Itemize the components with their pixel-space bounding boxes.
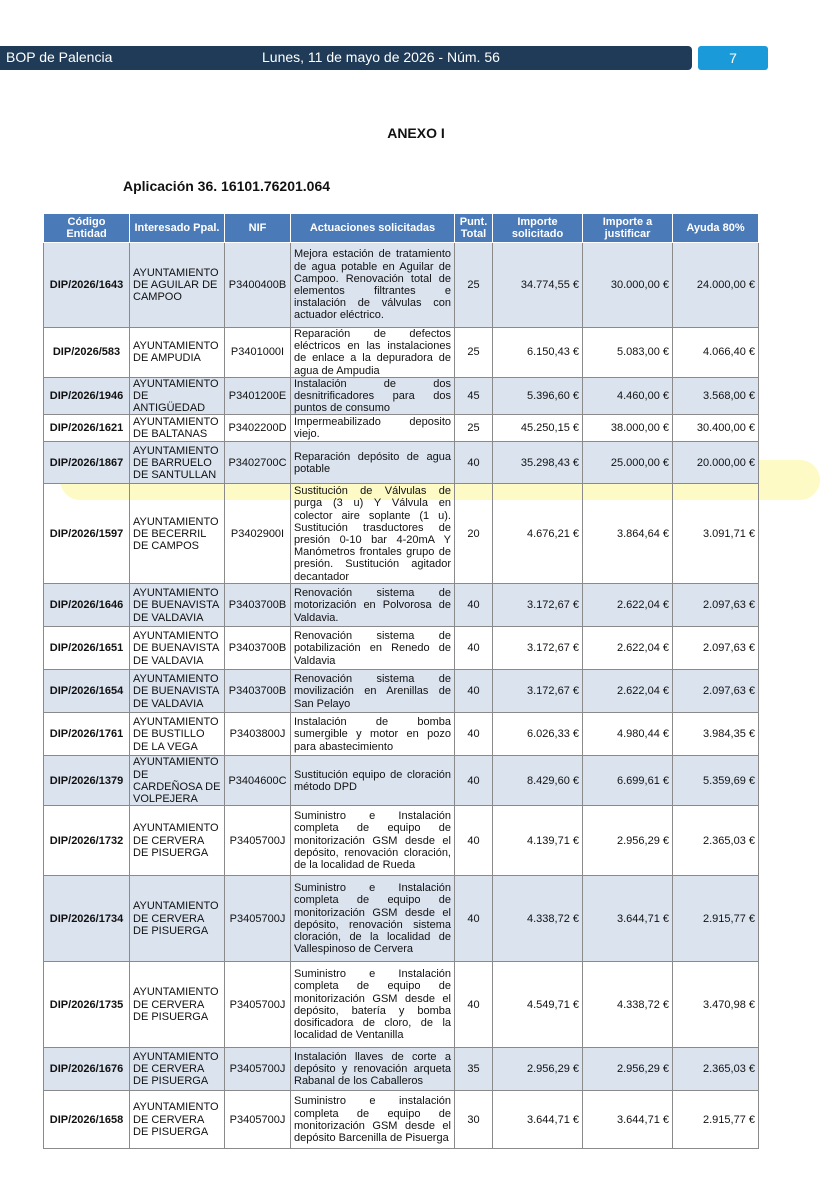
row-score: 40 xyxy=(455,670,493,713)
row-code: DIP/2026/1654 xyxy=(44,670,130,713)
row-nif: P3403800J xyxy=(225,713,291,756)
row-nif: P3405700J xyxy=(225,806,291,876)
header-bar xyxy=(0,46,692,70)
row-code: DIP/2026/1867 xyxy=(44,442,130,484)
row-nif: P3404600C xyxy=(225,756,291,806)
row-justify: 4.338,72 € xyxy=(583,962,673,1048)
row-entity: AYUNTAMIENTO DE CERVERA DE PISUERGA xyxy=(130,876,225,962)
row-justify: 3.644,71 € xyxy=(583,876,673,962)
row-requested: 5.396,60 € xyxy=(493,377,583,415)
row-requested: 3.172,67 € xyxy=(493,627,583,670)
row-aid: 3.984,35 € xyxy=(673,713,759,756)
row-action: Sustitución equipo de cloración método DPD xyxy=(291,756,455,806)
publication-date: Lunes, 11 de mayo de 2026 - Núm. 56 xyxy=(262,49,500,65)
row-justify: 5.083,00 € xyxy=(583,328,673,378)
row-requested: 35.298,43 € xyxy=(493,442,583,484)
row-code: DIP/2026/1651 xyxy=(44,627,130,670)
row-entity: AYUNTAMIENTO DE BUENAVISTA DE VALDAVIA xyxy=(130,670,225,713)
row-action: Impermeabilizado deposito viejo. xyxy=(291,415,455,442)
row-score: 25 xyxy=(455,243,493,328)
row-action: Suministro e instalación completa de equipo de monitorización GSM desde el depósito Barcenilla de Pisuerga xyxy=(291,1091,455,1149)
row-code: DIP/2026/1621 xyxy=(44,415,130,442)
row-action: Suministro e Instalación completa de equipo de monitorización GSM desde el depósito, renovación sistema cloración, de la localidad de Vallespinoso de Cervera xyxy=(291,876,455,962)
row-score: 25 xyxy=(455,328,493,378)
row-score: 40 xyxy=(455,756,493,806)
row-code: DIP/2026/1646 xyxy=(44,584,130,627)
row-action: Instalación de bomba sumergible y motor en pozo para abastecimiento xyxy=(291,713,455,756)
row-requested: 34.774,55 € xyxy=(493,243,583,328)
row-aid: 2.097,63 € xyxy=(673,627,759,670)
row-entity: AYUNTAMIENTO DE BUENAVISTA DE VALDAVIA xyxy=(130,584,225,627)
row-code: DIP/2026/1946 xyxy=(44,377,130,415)
row-nif: P3403700B xyxy=(225,584,291,627)
table-row xyxy=(44,415,759,442)
row-score: 40 xyxy=(455,876,493,962)
row-action: Renovación sistema de motorización en Polvorosa de Valdavia. xyxy=(291,584,455,627)
row-requested: 8.429,60 € xyxy=(493,756,583,806)
row-score: 35 xyxy=(455,1048,493,1091)
row-justify: 2.622,04 € xyxy=(583,584,673,627)
row-entity: AYUNTAMIENTO DE CERVERA DE PISUERGA xyxy=(130,1048,225,1091)
row-nif: P3400400B xyxy=(225,243,291,328)
row-score: 40 xyxy=(455,627,493,670)
col-action: Actuaciones solicitadas xyxy=(291,214,455,243)
table-row xyxy=(44,484,759,584)
row-code: DIP/2026/583 xyxy=(44,328,130,378)
row-score: 30 xyxy=(455,1091,493,1149)
row-code: DIP/2026/1379 xyxy=(44,756,130,806)
row-justify: 2.622,04 € xyxy=(583,670,673,713)
table-row xyxy=(44,627,759,670)
row-nif: P3401000I xyxy=(225,328,291,378)
row-entity: AYUNTAMIENTO DE CERVERA DE PISUERGA xyxy=(130,1091,225,1149)
row-nif: P3403700B xyxy=(225,670,291,713)
row-score: 40 xyxy=(455,713,493,756)
row-action: Renovación sistema de movilización en Arenillas de San Pelayo xyxy=(291,670,455,713)
row-score: 40 xyxy=(455,962,493,1048)
row-entity: AYUNTAMIENTO DE BUSTILLO DE LA VEGA xyxy=(130,713,225,756)
row-nif: P3401200E xyxy=(225,377,291,415)
row-justify: 6.699,61 € xyxy=(583,756,673,806)
col-aid: Ayuda 80% xyxy=(673,214,759,243)
table-row xyxy=(44,1091,759,1149)
table-header-row xyxy=(44,214,759,243)
row-code: DIP/2026/1658 xyxy=(44,1091,130,1149)
row-aid: 20.000,00 € xyxy=(673,442,759,484)
col-justify: Importe a justificar xyxy=(583,214,673,243)
row-requested: 6.026,33 € xyxy=(493,713,583,756)
row-requested: 4.139,71 € xyxy=(493,806,583,876)
row-action: Mejora estación de tratamiento de agua potable en Aguilar de Campoo. Renovación total de elementos filtrantes e instalación de válvulas con actuador eléctrico. xyxy=(291,243,455,328)
row-entity: AYUNTAMIENTO DE CERVERA DE PISUERGA xyxy=(130,806,225,876)
row-code: DIP/2026/1734 xyxy=(44,876,130,962)
table-row xyxy=(44,377,759,415)
col-score: Punt. Total xyxy=(455,214,493,243)
row-action: Suministro e Instalación completa de equipo de monitorización GSM desde el depósito, batería y bomba dosificadora de cloro, de la localidad de Ventanilla xyxy=(291,962,455,1048)
row-aid: 24.000,00 € xyxy=(673,243,759,328)
annex-title: ANEXO I xyxy=(387,125,445,141)
col-nif: NIF xyxy=(225,214,291,243)
row-score: 45 xyxy=(455,377,493,415)
row-action: Instalación de dos desnitrificadores para dos puntos de consumo xyxy=(291,377,455,415)
row-code: DIP/2026/1676 xyxy=(44,1048,130,1091)
row-entity: AYUNTAMIENTO DE AGUILAR DE CAMPOO xyxy=(130,243,225,328)
row-aid: 2.365,03 € xyxy=(673,806,759,876)
row-justify: 4.980,44 € xyxy=(583,713,673,756)
row-requested: 3.172,67 € xyxy=(493,584,583,627)
table-row xyxy=(44,442,759,484)
table-row xyxy=(44,670,759,713)
row-code: DIP/2026/1761 xyxy=(44,713,130,756)
row-code: DIP/2026/1732 xyxy=(44,806,130,876)
row-action: Suministro e Instalación completa de equipo de monitorización GSM desde el depósito, renovación cloración, de la localidad de Rueda xyxy=(291,806,455,876)
row-entity: AYUNTAMIENTO DE BECERRIL DE CAMPOS xyxy=(130,484,225,584)
table-row xyxy=(44,584,759,627)
row-nif: P3402900I xyxy=(225,484,291,584)
table-row xyxy=(44,328,759,378)
table-row xyxy=(44,713,759,756)
row-code: DIP/2026/1597 xyxy=(44,484,130,584)
row-aid: 3.470,98 € xyxy=(673,962,759,1048)
row-requested: 4.676,21 € xyxy=(493,484,583,584)
row-nif: P3402200D xyxy=(225,415,291,442)
row-nif: P3403700B xyxy=(225,627,291,670)
application-title: Aplicación 36. 16101.76201.064 xyxy=(123,178,331,194)
row-aid: 3.568,00 € xyxy=(673,377,759,415)
row-aid: 4.066,40 € xyxy=(673,328,759,378)
row-aid: 2.365,03 € xyxy=(673,1048,759,1091)
row-aid: 5.359,69 € xyxy=(673,756,759,806)
row-score: 40 xyxy=(455,584,493,627)
row-entity: AYUNTAMIENTO DE BARRUELO DE SANTULLAN xyxy=(130,442,225,484)
row-action: Reparación depósito de agua potable xyxy=(291,442,455,484)
row-score: 40 xyxy=(455,442,493,484)
table-row xyxy=(44,876,759,962)
row-entity: AYUNTAMIENTO DE BUENAVISTA DE VALDAVIA xyxy=(130,627,225,670)
row-justify: 30.000,00 € xyxy=(583,243,673,328)
row-code: DIP/2026/1735 xyxy=(44,962,130,1048)
row-requested: 45.250,15 € xyxy=(493,415,583,442)
grants-table xyxy=(43,213,759,1149)
row-entity: AYUNTAMIENTO DE BALTANAS xyxy=(130,415,225,442)
page-number: 7 xyxy=(698,46,768,70)
row-code: DIP/2026/1643 xyxy=(44,243,130,328)
row-requested: 4.338,72 € xyxy=(493,876,583,962)
row-score: 25 xyxy=(455,415,493,442)
row-justify: 3.644,71 € xyxy=(583,1091,673,1149)
row-aid: 2.097,63 € xyxy=(673,670,759,713)
col-requested: Importe solicitado xyxy=(493,214,583,243)
row-entity: AYUNTAMIENTO DE CARDEÑOSA DE VOLPEJERA xyxy=(130,756,225,806)
row-score: 40 xyxy=(455,806,493,876)
row-justify: 25.000,00 € xyxy=(583,442,673,484)
row-aid: 3.091,71 € xyxy=(673,484,759,584)
row-nif: P3405700J xyxy=(225,876,291,962)
col-code: Código Entidad xyxy=(44,214,130,243)
row-entity: AYUNTAMIENTO DE ANTIGÜEDAD xyxy=(130,377,225,415)
row-nif: P3405700J xyxy=(225,1091,291,1149)
row-aid: 2.915,77 € xyxy=(673,876,759,962)
row-requested: 2.956,29 € xyxy=(493,1048,583,1091)
row-entity: AYUNTAMIENTO DE CERVERA DE PISUERGA xyxy=(130,962,225,1048)
table-row xyxy=(44,756,759,806)
row-justify: 3.864,64 € xyxy=(583,484,673,584)
row-action: Reparación de defectos eléctricos en las instalaciones de enlace a la depuradora de agua de Ampudia xyxy=(291,328,455,378)
table-row xyxy=(44,806,759,876)
table-row xyxy=(44,962,759,1048)
row-justify: 4.460,00 € xyxy=(583,377,673,415)
table-row xyxy=(44,243,759,328)
row-score: 20 xyxy=(455,484,493,584)
row-action: Renovación sistema de potabilización en Renedo de Valdavia xyxy=(291,627,455,670)
row-justify: 2.622,04 € xyxy=(583,627,673,670)
row-requested: 4.549,71 € xyxy=(493,962,583,1048)
row-aid: 30.400,00 € xyxy=(673,415,759,442)
row-requested: 3.644,71 € xyxy=(493,1091,583,1149)
row-justify: 2.956,29 € xyxy=(583,1048,673,1091)
table-row xyxy=(44,1048,759,1091)
row-aid: 2.915,77 € xyxy=(673,1091,759,1149)
row-nif: P3405700J xyxy=(225,1048,291,1091)
row-action: Sustitución de Válvulas de purga (3 u) Y Válvula en colector aire soplante (1 u). Sustitución trasductores de presión 0-10 bar 4-20mA Y Manómetros frontales grupo de presión. Sustitución agitador decantador xyxy=(291,484,455,584)
row-requested: 3.172,67 € xyxy=(493,670,583,713)
row-nif: P3402700C xyxy=(225,442,291,484)
row-requested: 6.150,43 € xyxy=(493,328,583,378)
publication-name: BOP de Palencia xyxy=(6,49,113,65)
row-aid: 2.097,63 € xyxy=(673,584,759,627)
row-justify: 38.000,00 € xyxy=(583,415,673,442)
col-entity: Interesado Ppal. xyxy=(130,214,225,243)
row-action: Instalación llaves de corte a depósito y renovación arqueta Rabanal de los Caballeros xyxy=(291,1048,455,1091)
row-entity: AYUNTAMIENTO DE AMPUDIA xyxy=(130,328,225,378)
row-nif: P3405700J xyxy=(225,962,291,1048)
row-justify: 2.956,29 € xyxy=(583,806,673,876)
